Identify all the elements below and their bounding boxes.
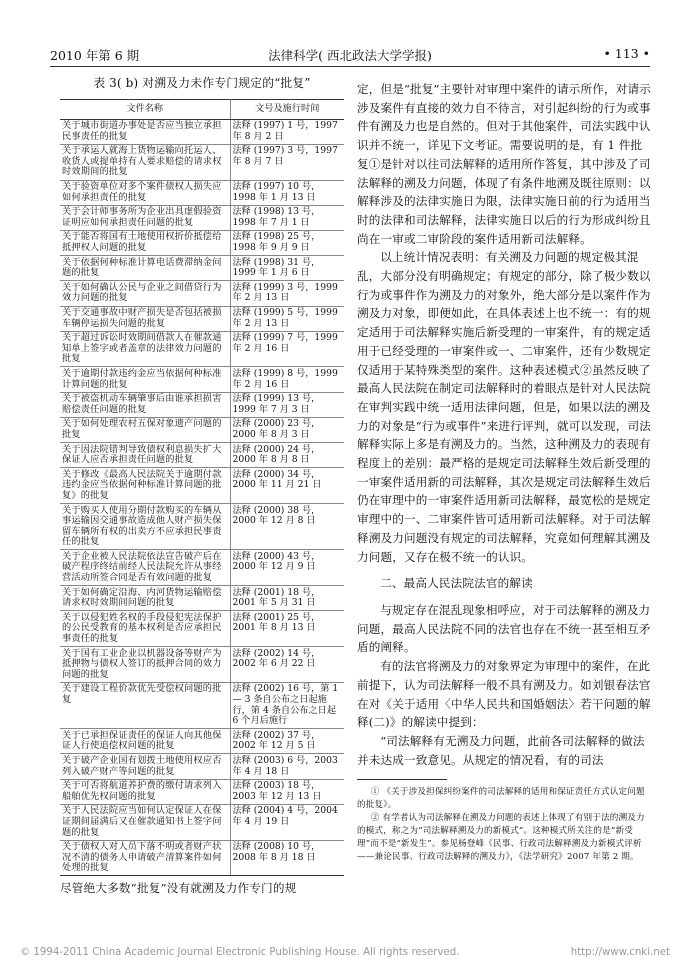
cell-document-ref: 法释 (2001) 25 号，2001 年 8 月 13 日: [230, 611, 344, 647]
cell-document-ref: 法释 (1999) 5 号，1999 年 2 月 13 日: [230, 306, 344, 331]
table-row: [60, 443, 344, 468]
cell-document-name: 关于已承担保证责任的保证人向其他保证人行使追偿权问题的批复: [60, 729, 230, 754]
footnote: ② 有学者认为司法解释在溯及力问题的表述上体现了有别于法的溯及力的模式，称之为“司法解释溯及力的新模式”。这种模式所关注的是“新受理”而不是“新发生”。参见杨登峰《民事、行政司法解释溯及力新模式评析——兼论民事、行政司法解释的溯及力》，《法学研究》2007 年第 2 期。: [357, 813, 645, 863]
cell-document-name: 关于修改《最高人民法院关于逾期付款违约金应当依据何种标准计算问题的批复》的批复: [60, 468, 230, 504]
cell-document-name: 关于会计师事务所为企业出具虚假验资证明应如何承担责任问题的批复: [60, 205, 230, 230]
table-row: [60, 392, 344, 417]
table-row: [60, 281, 344, 306]
running-header: [50, 44, 650, 66]
journal-name: 法律科学( 西北政法大学学报): [268, 48, 432, 63]
cell-document-ref: 法释 (2003) 18 号，2003 年 12 月 13 日: [230, 779, 344, 804]
header-rule: [50, 66, 650, 67]
cell-document-name: 关于交通事故中财产损失是否包括被损车辆停运损失问题的批复: [60, 306, 230, 331]
cell-document-ref: 法释 (1999) 13 号，1999 年 7 月 3 日: [230, 392, 344, 417]
table-row: [60, 586, 344, 611]
table-row: [60, 468, 344, 504]
cell-document-name: 关于被盗机动车辆肇事后由谁承担损害赔偿责任问题的批复: [60, 392, 230, 417]
table-row: [60, 682, 344, 728]
table-row: [60, 367, 344, 392]
cell-document-ref: 法释 (2002) 14 号，2002 年 6 月 22 日: [230, 647, 344, 683]
paragraph: 有的法官将溯及力的对象界定为审理中的案件，在此前提下，认为司法解释一般不具有溯及力。如刘银春法官在对《关于适用〈中华人民共和国婚姻法〉若干问题的解释(二)》的解读中提到：: [357, 659, 651, 730]
cell-document-name: 关于逾期付款违约金应当依据何种标准计算问题的批复: [60, 367, 230, 392]
cell-document-ref: 法释 (2002) 16 号，第 1 — 3 条自公布之日起施行，第 4 条自公布之日起 6 个月后施行: [230, 682, 344, 728]
cell-document-ref: 法释 (1998) 31 号，1999 年 1 月 6 日: [230, 256, 344, 281]
cell-document-name: 关于如何确认公民与企业之间借贷行为效力问题的批复: [60, 281, 230, 306]
cell-document-ref: 法释 (1999) 8 号，1999 年 2 月 16 日: [230, 367, 344, 392]
table-row: [60, 119, 344, 144]
cell-document-name: 关于能否将国有土地使用权折价抵偿给抵押权人问题的批复: [60, 230, 230, 255]
cell-document-ref: 法释 (1997) 3 号，1997 年 8 月 7 日: [230, 144, 344, 180]
cell-document-name: 关于以侵犯姓名权的手段侵犯宪法保护的公民受教育的基本权利是否应承担民事责任的批复: [60, 611, 230, 647]
cell-document-ref: 法释 (2000) 38 号，2000 年 12 月 8 日: [230, 504, 344, 550]
table-row: [60, 840, 344, 876]
cell-document-ref: 法释 (2000) 34 号，2000 年 11 月 21 日: [230, 468, 344, 504]
issue-label: 2010 年第 6 期: [50, 48, 140, 63]
footnote: ① 《关于涉及担保纠纷案件的司法解释的适用和保证责任方式认定问题的批复》。: [357, 787, 645, 811]
cell-document-ref: 法释 (2002) 37 号，2002 年 12 月 5 日: [230, 729, 344, 754]
cell-document-ref: 法释 (2008) 10 号，2008 年 8 月 18 日: [230, 840, 344, 876]
table-column: [60, 74, 344, 896]
site-url[interactable]: http://www.cnki.net: [570, 947, 670, 958]
cell-document-ref: 法释 (1997) 1 号，1997 年 8 月 2 日: [230, 119, 344, 144]
cell-document-name: 关于如何处理农村五保对象遗产问题的批复: [60, 417, 230, 442]
cell-document-ref: 法释 (1997) 10 号，1998 年 1 月 13 日: [230, 180, 344, 205]
table-row: [60, 550, 344, 586]
copyright-text: © 1994-2011 China Academic Journal Electronic Publishing House. All rights reserved.: [20, 947, 460, 958]
table-title: 表 3( b) 对溯及力未作专门规定的“批复”: [93, 76, 311, 90]
paragraph: 以上统计情况表明：有关溯及力问题的规定极其混乱，大部分没有明确规定；有规定的部分，除了极少数以行为或事件作为溯及力的对象外，绝大部分是以案件作为溯及力对象，即便如此，在具体表述上也不统一：有的规定适用于司法解释实施后新受理的一审案件，有的规定适用于已经受理的一审案件或一、二审案件，还有少数规定仅适用于某特殊类型的案件。这种表述模式②虽然反映了最高人民法院在制定司法解释时的着眼点是针对人民法院在审判实践中统一适用法律问题，但是，如果以法的溯及力的对象是“行为或事件”来进行评判，就可以发现，司法解释实际上多是有溯及力的。当然，这种溯及力的表现有程度上的差别：最严格的是规定司法解释生效后新受理的一审案件适用新的司法解释，其次是规定司法解释生效后仍在审理中的一审案件适用新司法解释，最宽松的是规定审理中的一、二审案件皆可适用新司法解释。对于司法解释溯及力问题没有规定的司法解释，究竟如何理解其溯及力问题，又存在极不统一的认识。: [357, 250, 652, 564]
paragraph: 与规定存在混乱现象相呼应，对于司法解释的溯及力问题，最高人民法院不同的法官也存在不统一甚至相互矛盾的阐释。: [357, 602, 651, 655]
table-row: [60, 754, 344, 779]
table-row: [60, 144, 344, 180]
table-row: [60, 804, 344, 840]
table-row: [60, 729, 344, 754]
cell-document-name: 关于城市街道办事处是否应当独立承担民事责任的批复: [60, 119, 230, 144]
table-row: [60, 331, 344, 367]
table-row: [60, 611, 344, 647]
cell-document-name: 关于依据何种标准计算电话费滞纳金问题的批复: [60, 256, 230, 281]
cell-document-ref: 法释 (1999) 3 号，1999 年 2 月 13 日: [230, 281, 344, 306]
table-row: [60, 417, 344, 442]
footnote-rule: [357, 779, 447, 780]
rulings-table: [60, 99, 344, 876]
cell-document-name: 关于验资单位对多个案件债权人损失应如何承担责任的批复: [60, 180, 230, 205]
paragraph: “司法解释有无溯及力问题，此前各司法解释的做法并未达成一致意见。从规定的情况看，有的司法: [357, 733, 645, 767]
cell-document-ref: 法释 (2003) 6 号，2003 年 4 月 18 日: [230, 754, 344, 779]
cell-document-ref: 法释 (2001) 18 号，2001 年 5 月 31 日: [230, 586, 344, 611]
table-row: [60, 180, 344, 205]
cell-document-name: 关于超过诉讼时效期间借款人在催款通知单上签字或者盖章的法律效力问题的批复: [60, 331, 230, 367]
table-row: [60, 306, 344, 331]
table-row: [60, 779, 344, 804]
cell-document-ref: 法释 (2000) 43 号，2000 年 12 月 9 日: [230, 550, 344, 586]
cell-document-ref: 法释 (1998) 25 号，1998 年 9 月 9 日: [230, 230, 344, 255]
body-column: [357, 80, 651, 864]
page-number: • 113 •: [603, 46, 650, 61]
column-header-name: 文件名称: [60, 100, 230, 120]
cell-document-name: 关于人民法院应当如何认定保证人在保证期间届满后又在催款通知书上签字问题的批复: [60, 804, 230, 840]
cell-document-name: 关于企业被人民法院依法宣告破产后在破产程序终结前经人民法院允许从事经营活动所签合同是否有效问题的批复: [60, 550, 230, 586]
cell-document-name: 关于国有工业企业以机器设备等财产为抵押物与债权人签订的抵押合同的效力问题的批复: [60, 647, 230, 683]
cell-document-name: 关于建设工程价款优先受偿权问题的批复: [60, 682, 230, 728]
table-row: [60, 504, 344, 550]
table-row: [60, 256, 344, 281]
section-heading: 二、最高人民法院法官的解读: [380, 576, 533, 591]
table-row: [60, 647, 344, 683]
cell-document-name: 关于购买人使用分期付款购买的车辆从事运输因交通事故造成他人财产损失保留车辆所有权的出卖方不应承担民事责任的批复: [60, 504, 230, 550]
table-row: [60, 205, 344, 230]
cell-document-name: 关于债权人对人员下落不明或者财产状况不清的债务人申请破产清算案件如何处理的批复: [60, 840, 230, 876]
cell-document-name: 关于因法院错判导致债权利息损失扩大保证人应否承担责任问题的批复: [60, 443, 230, 468]
cell-document-ref: 法释 (1999) 7 号，1999 年 2 月 16 日: [230, 331, 344, 367]
cell-document-name: 关于可否将航道养护费的缴付请求列入船舶优先权问题的批复: [60, 779, 230, 804]
cell-document-ref: 法释 (1998) 13 号，1998 年 7 月 1 日: [230, 205, 344, 230]
cell-document-name: 关于承运人就海上货物运输向托运人、收货人或提单持有人要求赔偿的请求权时效期间的批复: [60, 144, 230, 180]
column-header-ref: 文号及施行时间: [230, 100, 344, 120]
cell-document-ref: 法释 (2000) 23 号，2000 年 8 月 3 日: [230, 417, 344, 442]
paragraph: 定，但是“批复”主要针对审理中案件的请示所作，对请示涉及案件有直接的效力自不待言，对引起纠纷的行为或事件有溯及力也是自然的。但对于其他案件，司法实践中认识并不统一，详见下文考证。需要说明的是，有 1 件批复①是针对以往司法解释的适用所作答复，其中涉及了司法解释的溯及力问题，体现了有条件地溯及既往原则：以解释涉及的法律实施日为限，法律实施日前的行为适用当时的法律和司法解释，法律实施日以后的行为形成纠纷且尚在一审或二审阶段的案件适用新司法解释。: [357, 82, 652, 246]
footnotes: [357, 786, 651, 864]
continuation-line: 尽管绝大多数“批复”没有就溯及力作专门的规: [60, 881, 297, 896]
table-header-row: [60, 100, 344, 120]
cell-document-name: 关于如何确定沿海、内河货物运输赔偿请求权时效期间问题的批复: [60, 586, 230, 611]
cell-document-ref: 法释 (2004) 4 号，2004 年 4 月 19 日: [230, 804, 344, 840]
table-row: [60, 230, 344, 255]
cell-document-name: 关于破产企业国有划拨土地使用权应否列入破产财产等问题的批复: [60, 754, 230, 779]
cell-document-ref: 法释 (2000) 24 号，2000 年 8 月 8 日: [230, 443, 344, 468]
